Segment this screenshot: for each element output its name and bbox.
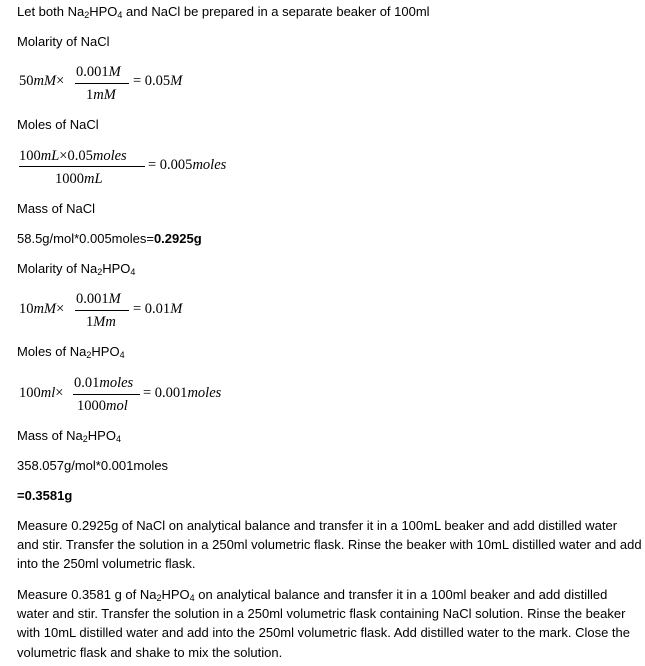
eq4-lhs: 100ml× xyxy=(19,385,64,401)
heading-molarity-nacl: Molarity of NaCl xyxy=(17,34,110,49)
eq1-numerator: 0.001M xyxy=(76,64,121,80)
eq2-numerator: 100mL×0.05moles xyxy=(19,148,127,164)
intro-line: Let both $Na_2HPO_4$ and NaCl be prepared in a separate beaker of 100ml xyxy=(17,4,430,20)
heading-mass-na2hpo4: Mass of $Na_2HPO_4$ xyxy=(17,428,121,444)
eq1-result: = 0.05M xyxy=(133,73,183,89)
heading-moles-na2hpo4: Moles of $Na_2HPO_4$ xyxy=(17,344,125,360)
mass-na2hpo4-value: =0.3581g xyxy=(17,488,73,503)
eq2-fraction-bar xyxy=(19,166,145,167)
eq2-denominator: 1000mL xyxy=(55,171,103,187)
mass-nacl-calculation: 58.5g/mol*0.005moles=0.2925g xyxy=(17,231,202,246)
eq3-numerator: 0.001M xyxy=(76,291,121,307)
eq4-denominator: 1000mol xyxy=(77,398,128,414)
heading-mass-nacl: Mass of NaCl xyxy=(17,201,96,216)
eq2-result: = 0.005moles xyxy=(148,157,227,173)
eq1-fraction-bar xyxy=(75,83,129,84)
eq3-fraction-bar xyxy=(75,310,129,311)
eq3-denominator: 1Mm xyxy=(86,314,116,330)
eq4-numerator: 0.01moles xyxy=(74,375,134,391)
mass-na2hpo4-calculation: 358.057g/mol*0.001moles xyxy=(17,458,169,473)
eq3-result: = 0.01M xyxy=(133,301,183,317)
eq3-lhs: 10mM× xyxy=(19,301,65,317)
heading-moles-nacl: Moles of NaCl xyxy=(17,117,99,132)
eq1-lhs: 50mM× xyxy=(19,73,65,89)
eq4-result: = 0.001moles xyxy=(143,385,222,401)
heading-molarity-na2hpo4: Molarity of $Na_2HPO_4$ xyxy=(17,261,136,277)
procedure-paragraph-na2hpo4: Measure 0.3581 g of $Na_2HPO_4$ on analytical balance and transfer it in a 100ml beaker and add distilled water and stir. Transfer the solution in a 250ml volumetric flask containing NaCl solution. Rinse the beaker with 10mL distilled water and add into the 250ml volumetric flask. Add distilled water to the mark. Close the volumetric flask and shake to mix the solution. xyxy=(17,587,630,660)
eq1-denominator: 1mM xyxy=(86,87,116,103)
procedure-paragraph-nacl: Measure 0.2925g of NaCl on analytical balance and transfer it in a 100mL beaker and add distilled water and stir. Transfer the solution in a 250ml volumetric flask. Rinse the beaker with 10mL distilled water and add into the 250ml volumetric flask. xyxy=(17,518,642,572)
eq4-fraction-bar xyxy=(73,394,140,395)
